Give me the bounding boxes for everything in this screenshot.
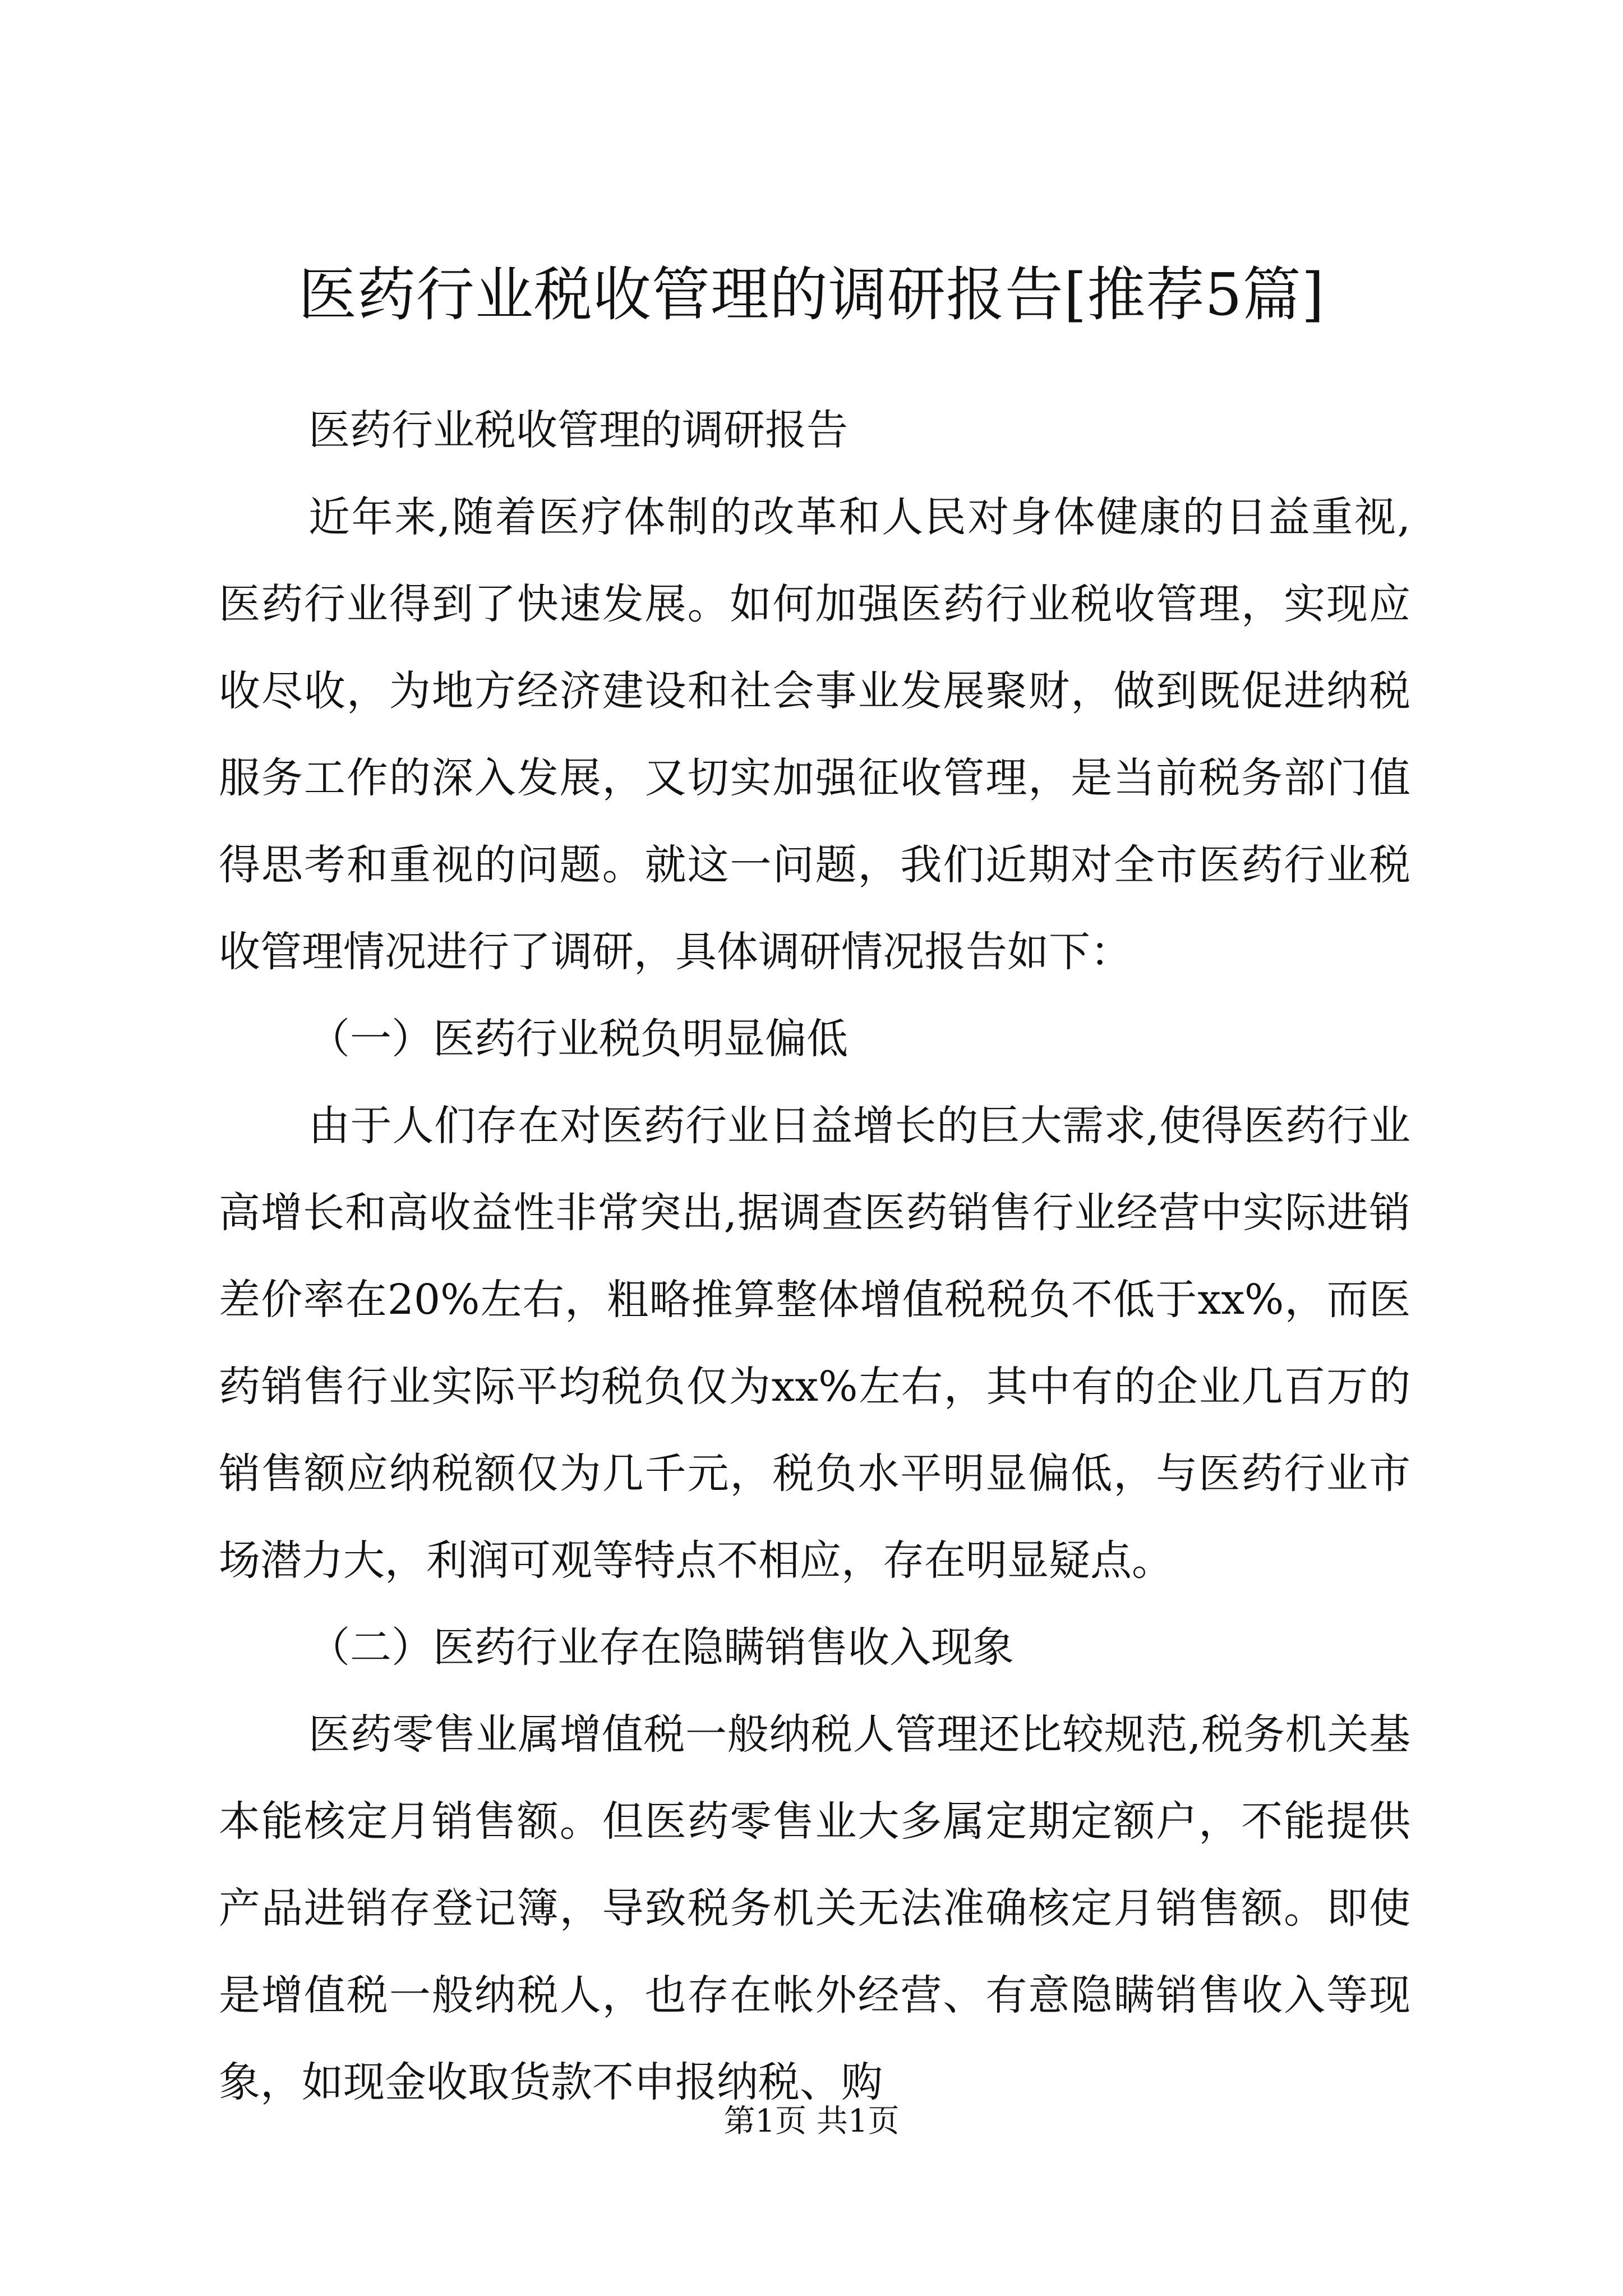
document-title: 医药行业税收管理的调研报告[推荐5篇] [298,260,1325,329]
subtitle-paragraph: 医药行业税收管理的调研报告 [308,406,848,454]
intro-paragraph: 近年来,随着医疗体制的改革和人民对身体健康的日益重视,医药行业得到了快速发展。如何加强医药行业税收管理，实现应收尽收，为地方经济建设和社会事业发展聚财，做到既促进纳税服务工作的深入发展，又切实加强征收管理，是当前税务部门值得思考和重视的问题。就这一问题，我们近期对全市医药行业税收管理情况进行了调研，具体调研情况报告如下： [219,493,1410,976]
document-body [219,387,1410,2126]
section-1-paragraph: 由于人们存在对医药行业日益增长的巨大需求,使得医药行业高增长和高收益性非常突出,据调查医药销售行业经营中实际进销差价率在20%左右，粗略推算整体增值税税负不低于xx%，而医药销售行业实际平均税负仅为xx%左右，其中有的企业几百万的销售额应纳税额仅为几千元，税负水平明显偏低，与医药行业市场潜力大，利润可观等特点不相应，存在明显疑点。 [219,1102,1410,1585]
section-2-paragraph: 医药零售业属增值税一般纳税人管理还比较规范,税务机关基本能核定月销售额。但医药零售业大多属定期定额户，不能提供产品进销存登记簿，导致税务机关无法准确核定月销售额。即使是增值税一般纳税人，也存在帐外经营、有意隐瞒销售收入等现象，如现金收取货款不申报纳税、购 [219,1710,1410,2106]
section-heading-2: （二）医药行业存在隐瞒销售收入现象 [308,1623,1014,1672]
section-heading-1: （一）医药行业税负明显偏低 [308,1015,848,1063]
page-number-footer: 第1页 共1页 [723,2103,900,2139]
